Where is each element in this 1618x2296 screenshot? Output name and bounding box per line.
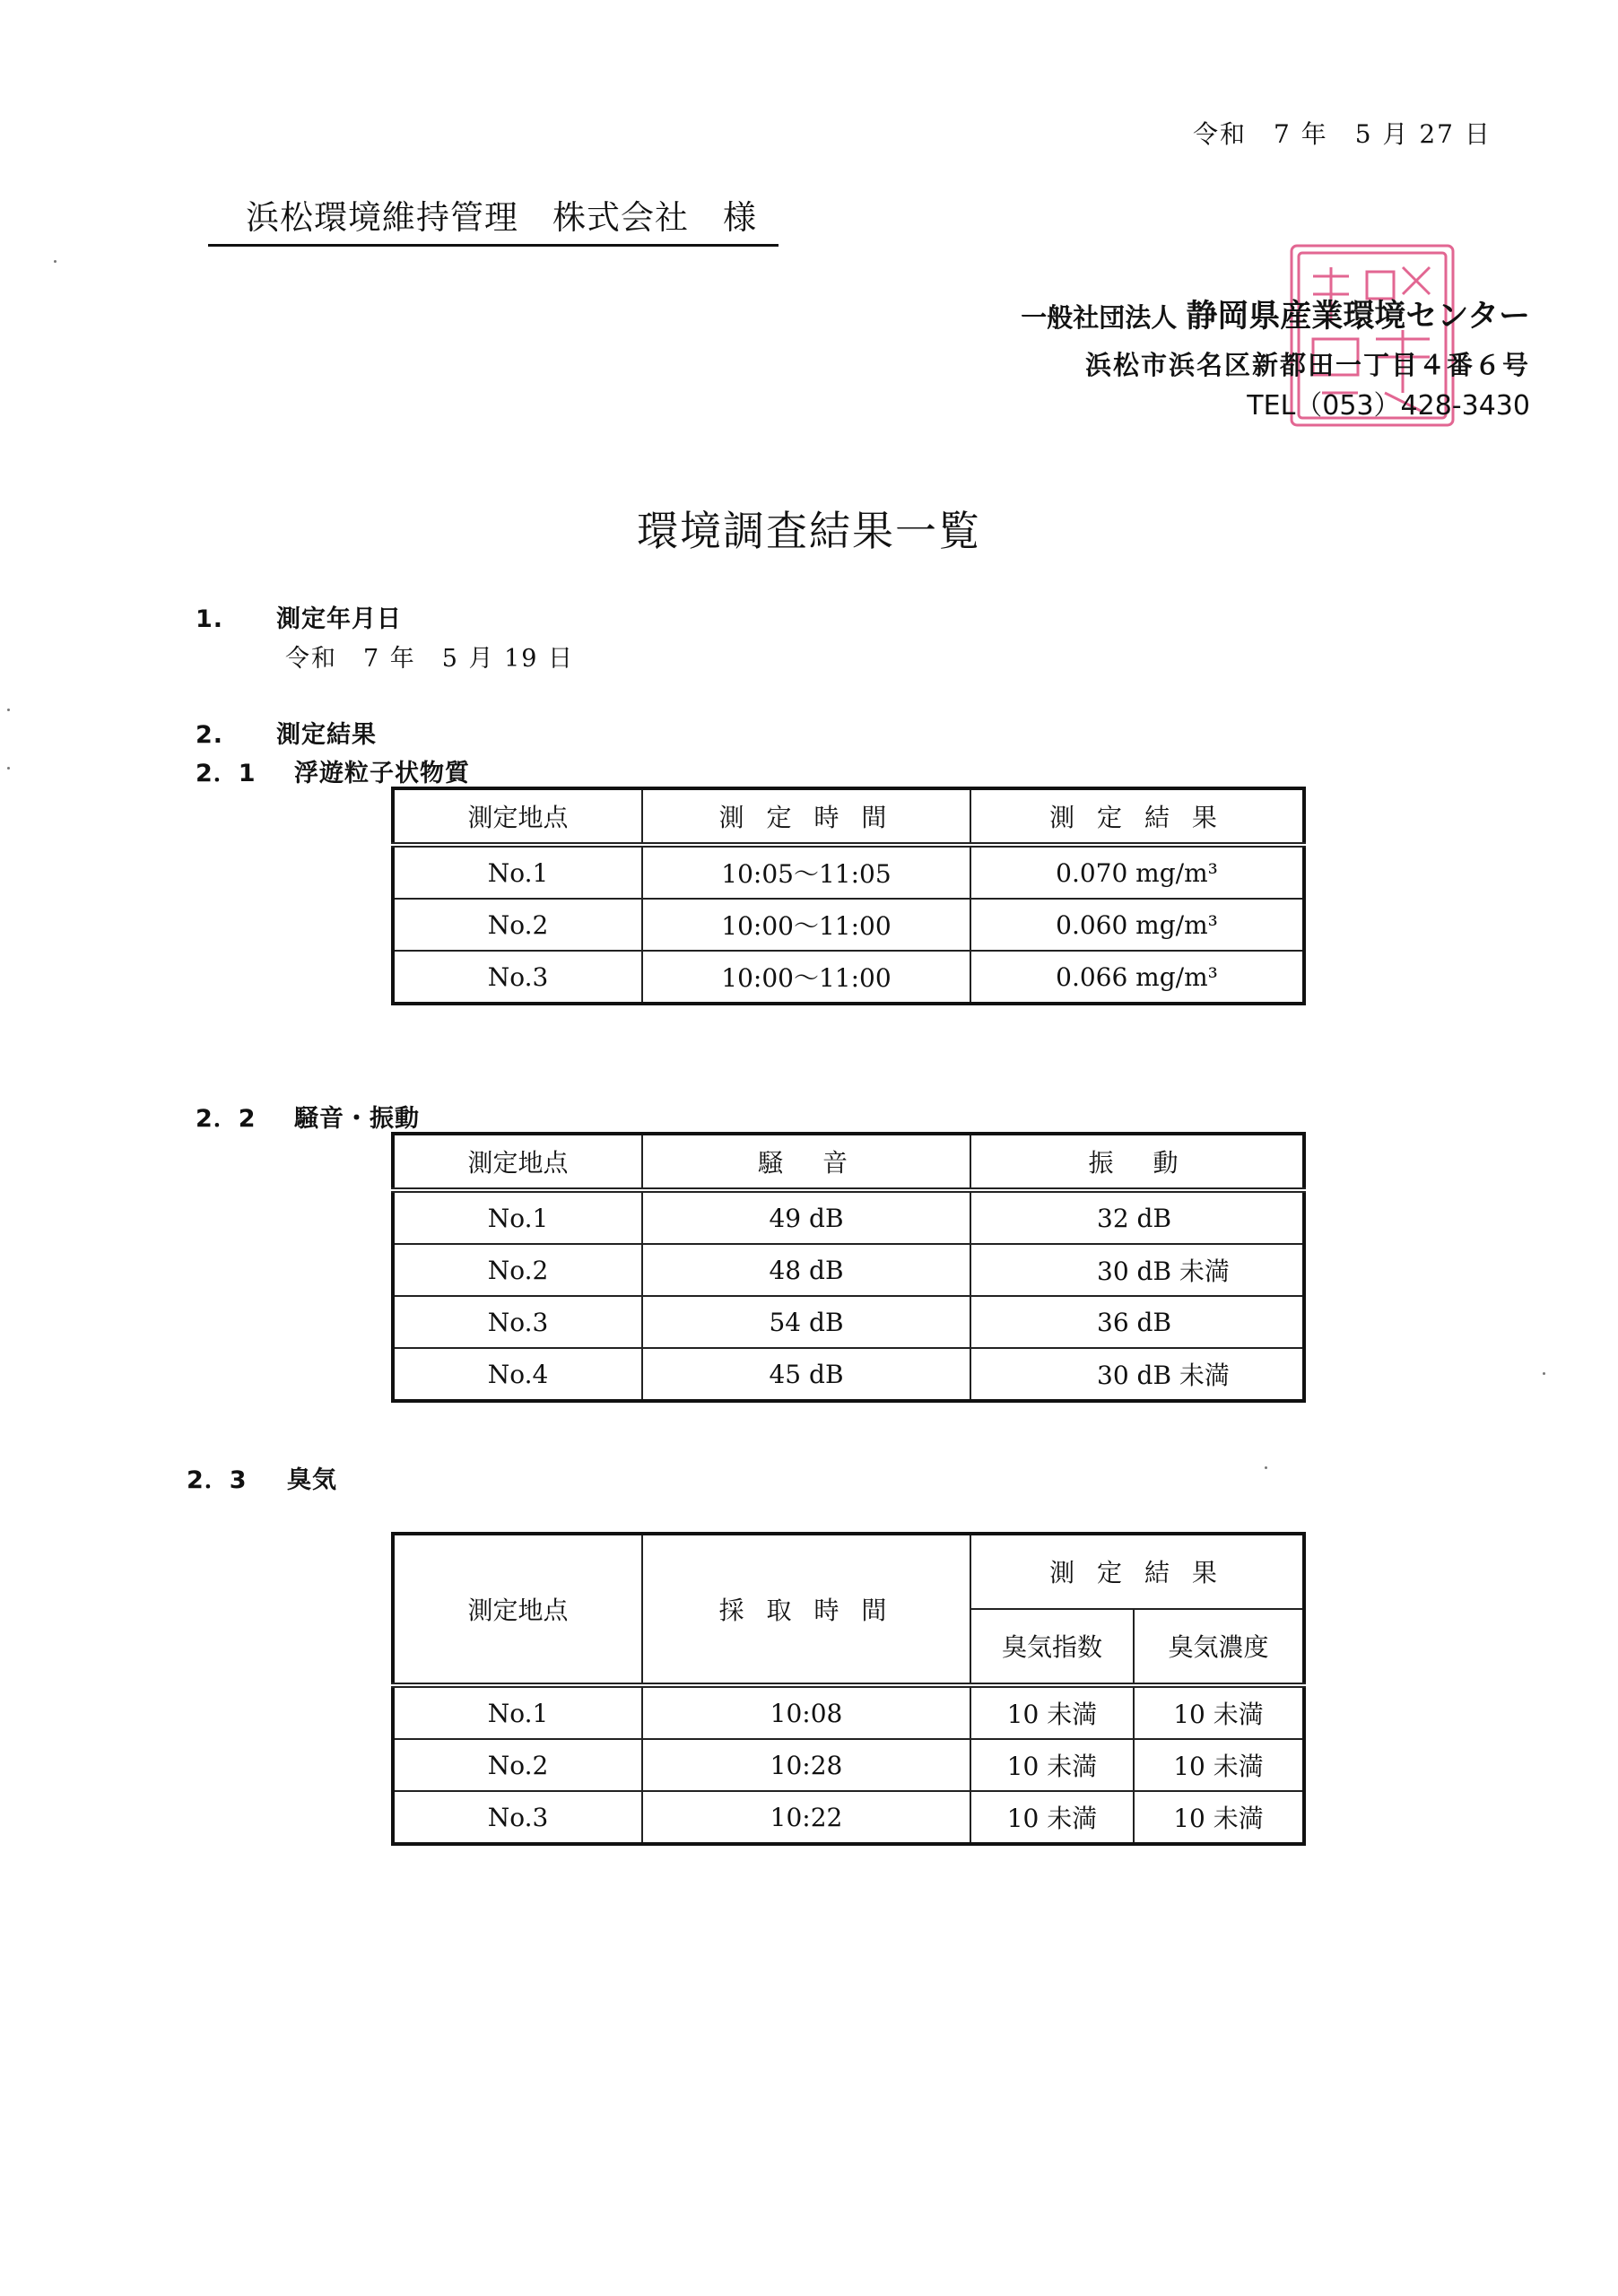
column-header: 測 定 結 果: [970, 1534, 1304, 1609]
point-cell: No.2: [393, 1739, 642, 1791]
point-cell: No.1: [393, 1685, 642, 1739]
section-title: 浮遊粒子状物質: [294, 760, 470, 787]
odor-concentration-cell: 10 未満: [1134, 1685, 1304, 1739]
table-row: [393, 1739, 1304, 1791]
point-cell: No.3: [393, 1296, 642, 1348]
suspended-particulate-table: [391, 787, 1306, 1005]
column-header: 測 定 結 果: [970, 788, 1304, 845]
table-row: [393, 1190, 1304, 1244]
point-cell: No.1: [393, 845, 642, 899]
column-subheader: 臭気濃度: [1134, 1609, 1304, 1685]
column-header: 採 取 時 間: [642, 1534, 970, 1685]
sender-tel: TEL（053）428-3430: [1247, 390, 1530, 422]
section-title: 測定結果: [276, 721, 377, 749]
section-2-heading: [196, 715, 377, 750]
point-cell: No.1: [393, 1190, 642, 1244]
table-header-row: [393, 1134, 1304, 1190]
odor-concentration-cell: 10 未満: [1134, 1739, 1304, 1791]
table-header-row: [393, 788, 1304, 845]
table-row: [393, 1791, 1304, 1844]
point-cell: No.2: [393, 1244, 642, 1296]
table-row: [393, 899, 1304, 951]
section-number: 2.: [196, 721, 224, 749]
noise-cell: 48 dB: [642, 1244, 970, 1296]
section-1-heading: [196, 599, 402, 634]
point-cell: No.3: [393, 951, 642, 1004]
column-header: 測定地点: [393, 1134, 642, 1190]
scan-speck: [7, 767, 10, 770]
document-title: 環境調査結果一覧: [637, 507, 981, 555]
time-cell: 10:22: [642, 1791, 970, 1844]
sender-address: 浜松市浜名区新都田一丁目４番６号: [1084, 350, 1530, 380]
sender-prefix: 一般社団法人: [1021, 302, 1178, 333]
section-number: 2．3: [187, 1466, 248, 1494]
table-row: [393, 1244, 1304, 1296]
column-subheader: 臭気指数: [970, 1609, 1134, 1685]
table-row: [393, 1685, 1304, 1739]
section-title: 騒音・振動: [294, 1105, 420, 1133]
scan-speck: [1543, 1372, 1545, 1375]
table-header-row: [393, 1534, 1304, 1609]
section-number: 2．1: [196, 760, 257, 787]
section-2-1-heading: [196, 753, 470, 788]
table-row: [393, 1296, 1304, 1348]
section-number: 2．2: [196, 1105, 257, 1133]
point-cell: No.4: [393, 1348, 642, 1401]
section-2-3-heading: [187, 1460, 337, 1495]
scan-speck: [1265, 1466, 1267, 1469]
result-cell: 0.070 mg/m³: [970, 845, 1304, 899]
time-cell: 10:00～11:00: [642, 899, 970, 951]
section-title: 測定年月日: [276, 605, 402, 633]
vibration-cell: 30 dB 未満: [970, 1244, 1304, 1296]
vibration-cell: 30 dB 未満: [970, 1348, 1304, 1401]
column-header: 測定地点: [393, 1534, 642, 1685]
table-row: [393, 1348, 1304, 1401]
time-cell: 10:00～11:00: [642, 951, 970, 1004]
odor-concentration-cell: 10 未満: [1134, 1791, 1304, 1844]
table-row: [393, 951, 1304, 1004]
section-title: 臭気: [287, 1466, 337, 1494]
odor-index-cell: 10 未満: [970, 1739, 1134, 1791]
addressee: 浜松環境維持管理 株式会社 様: [208, 190, 779, 247]
column-header: 振 動: [970, 1134, 1304, 1190]
column-header: 騒 音: [642, 1134, 970, 1190]
point-cell: No.3: [393, 1791, 642, 1844]
odor-index-cell: 10 未満: [970, 1685, 1134, 1739]
noise-vibration-table: [391, 1132, 1306, 1403]
issue-date: 令和 7 年 5 月 27 日: [1193, 119, 1492, 149]
noise-cell: 45 dB: [642, 1348, 970, 1401]
section-number: 1.: [196, 605, 224, 633]
section-2-2-heading: [196, 1099, 420, 1134]
result-cell: 0.060 mg/m³: [970, 899, 1304, 951]
result-cell: 0.066 mg/m³: [970, 951, 1304, 1004]
table-row: [393, 845, 1304, 899]
noise-cell: 49 dB: [642, 1190, 970, 1244]
odor-table: [391, 1532, 1306, 1846]
measurement-date: 令和 7 年 5 月 19 日: [285, 645, 575, 673]
time-cell: 10:08: [642, 1685, 970, 1739]
time-cell: 10:05～11:05: [642, 845, 970, 899]
scan-speck: [7, 709, 10, 711]
point-cell: No.2: [393, 899, 642, 951]
column-header: 測定地点: [393, 788, 642, 845]
column-header: 測 定 時 間: [642, 788, 970, 845]
vibration-cell: 36 dB: [970, 1296, 1304, 1348]
time-cell: 10:28: [642, 1739, 970, 1791]
noise-cell: 54 dB: [642, 1296, 970, 1348]
odor-index-cell: 10 未満: [970, 1791, 1134, 1844]
sender-name: 静岡県産業環境センター: [1186, 299, 1530, 335]
vibration-cell: 32 dB: [970, 1190, 1304, 1244]
sender-organization: [1021, 291, 1530, 336]
scan-speck: [54, 260, 57, 263]
